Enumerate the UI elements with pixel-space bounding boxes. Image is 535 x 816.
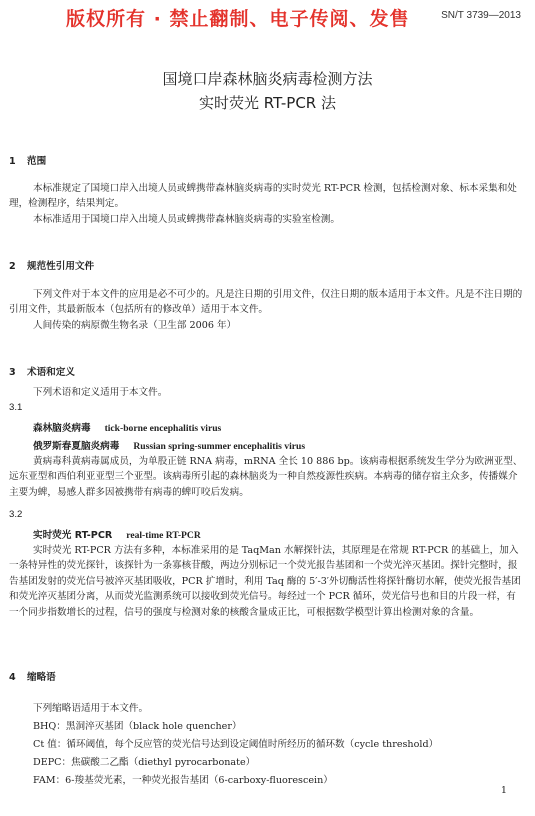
section-title: 规范性引用文件 (27, 261, 95, 272)
section-1-paragraph: 本标准规定了国境口岸入出境人员或蜱携带森林脑炎病毒的实时荧光 RT-PCR 检测，包括检测对象、标本采集和处理，检测程序，结果判定。 (9, 183, 517, 210)
section-1-paragraph: 本标准适用于国境口岸入出境人员或蜱携带森林脑炎病毒的实验室检测。 (33, 214, 340, 225)
section-1-heading (9, 153, 46, 167)
term-synonym (33, 438, 305, 452)
abbreviation-item: DEPC：焦碳酸二乙酯（diethyl pyrocarbonate） (33, 757, 256, 768)
section-number: 1 (9, 156, 16, 167)
section-number: 4 (9, 672, 16, 683)
page-number: 1 (500, 785, 507, 796)
section-4-heading (9, 669, 56, 683)
abbreviation-item: Ct 值：循环阈值，每个反应管的荧光信号达到设定阈值时所经历的循环数（cycle threshold） (33, 739, 439, 750)
term-definition: 黄病毒科黄病毒属成员，为单股正链 RNA 病毒，mRNA 全长 10 886 bp。该病毒根据系统发生学分为欧洲亚型、远东亚型和西伯利亚亚型三个亚型。该病毒所引起的森林脑炎为一种自然疫源性疾病。本病毒的储存宿主众多，传播媒介主要为蜱，易感人群多因被携带有病毒的蜱叮咬后发病。 (9, 456, 523, 498)
standard-number: SN/T 3739—2013 (441, 10, 521, 21)
section-2-paragraph: 下列文件对于本文件的应用是必不可少的。凡是注日期的引用文件，仅注日期的版本适用于本文件。凡是不注日期的引用文件，其最新版本（包括所有的修改单）适用于本文件。 (9, 289, 523, 316)
section-number: 3 (9, 367, 16, 378)
document-title: 国境口岸森林脑炎病毒检测方法 (162, 70, 373, 88)
section-3-intro: 下列术语和定义适用于本文件。 (33, 387, 168, 398)
section-2-heading (9, 258, 94, 272)
term-english: real-time RT-PCR (126, 530, 201, 541)
term-chinese: 森林脑炎病毒 (33, 423, 91, 434)
term-definition: 实时荧光 RT-PCR 方法有多种，本标准采用的是 TaqMan 水解探针法，其原理是在常规 RT-PCR 的基础上，加入一条特异性的荧光探针，该探针为一条寡核苷酸，两边分别标记一个荧光报告基团和一个荧光淬灭基团。探针完整时，报告基团发射的荧光信号被淬灭基团吸收，PCR 扩增时，利用 Taq 酶的 5′-3′外切酶活性将探针酶切水解，使荧光报告基团和荧光淬灭基团分离，从而荧光监测系统可以接收到荧光信号。每经过一个 PCR 循环，荧光信号也和目的片段一样，有一个同步指数增长的过程，信号的强度与检测对象的核酸含量成正比，可根据数学模型计算出检测对象的含量。 (9, 545, 521, 618)
term-chinese: 俄罗斯春夏脑炎病毒 (33, 441, 120, 452)
term-english: Russian spring-summer encephalitis virus (133, 441, 306, 452)
section-number: 2 (9, 261, 16, 272)
section-title: 术语和定义 (27, 367, 75, 378)
section-title: 范围 (27, 156, 47, 167)
term-heading (33, 420, 221, 434)
section-3-heading (9, 364, 75, 378)
abbreviation-item: FAM：6-羧基荧光素，一种荧光报告基团（6-carboxy-fluorescein） (33, 775, 333, 786)
section-title: 缩略语 (27, 672, 56, 683)
term-english: tick-borne encephalitis virus (104, 423, 222, 434)
term-chinese: 实时荧光 RT-PCR (33, 530, 113, 541)
term-number: 3.2 (9, 509, 23, 520)
term-number: 3.1 (9, 402, 23, 413)
abbreviation-item: BHQ：黑洞淬灭基团（black hole quencher） (33, 721, 242, 732)
section-4-intro: 下列缩略语适用于本文件。 (33, 703, 149, 714)
section-2-reference: 人间传染的病原微生物名录（卫生部 2006 年） (33, 320, 237, 331)
term-heading (33, 527, 201, 541)
document-subtitle: 实时荧光 RT-PCR 法 (198, 94, 336, 112)
copyright-watermark: 版权所有 · 禁止翻制、电子传阅、发售 (66, 8, 410, 30)
